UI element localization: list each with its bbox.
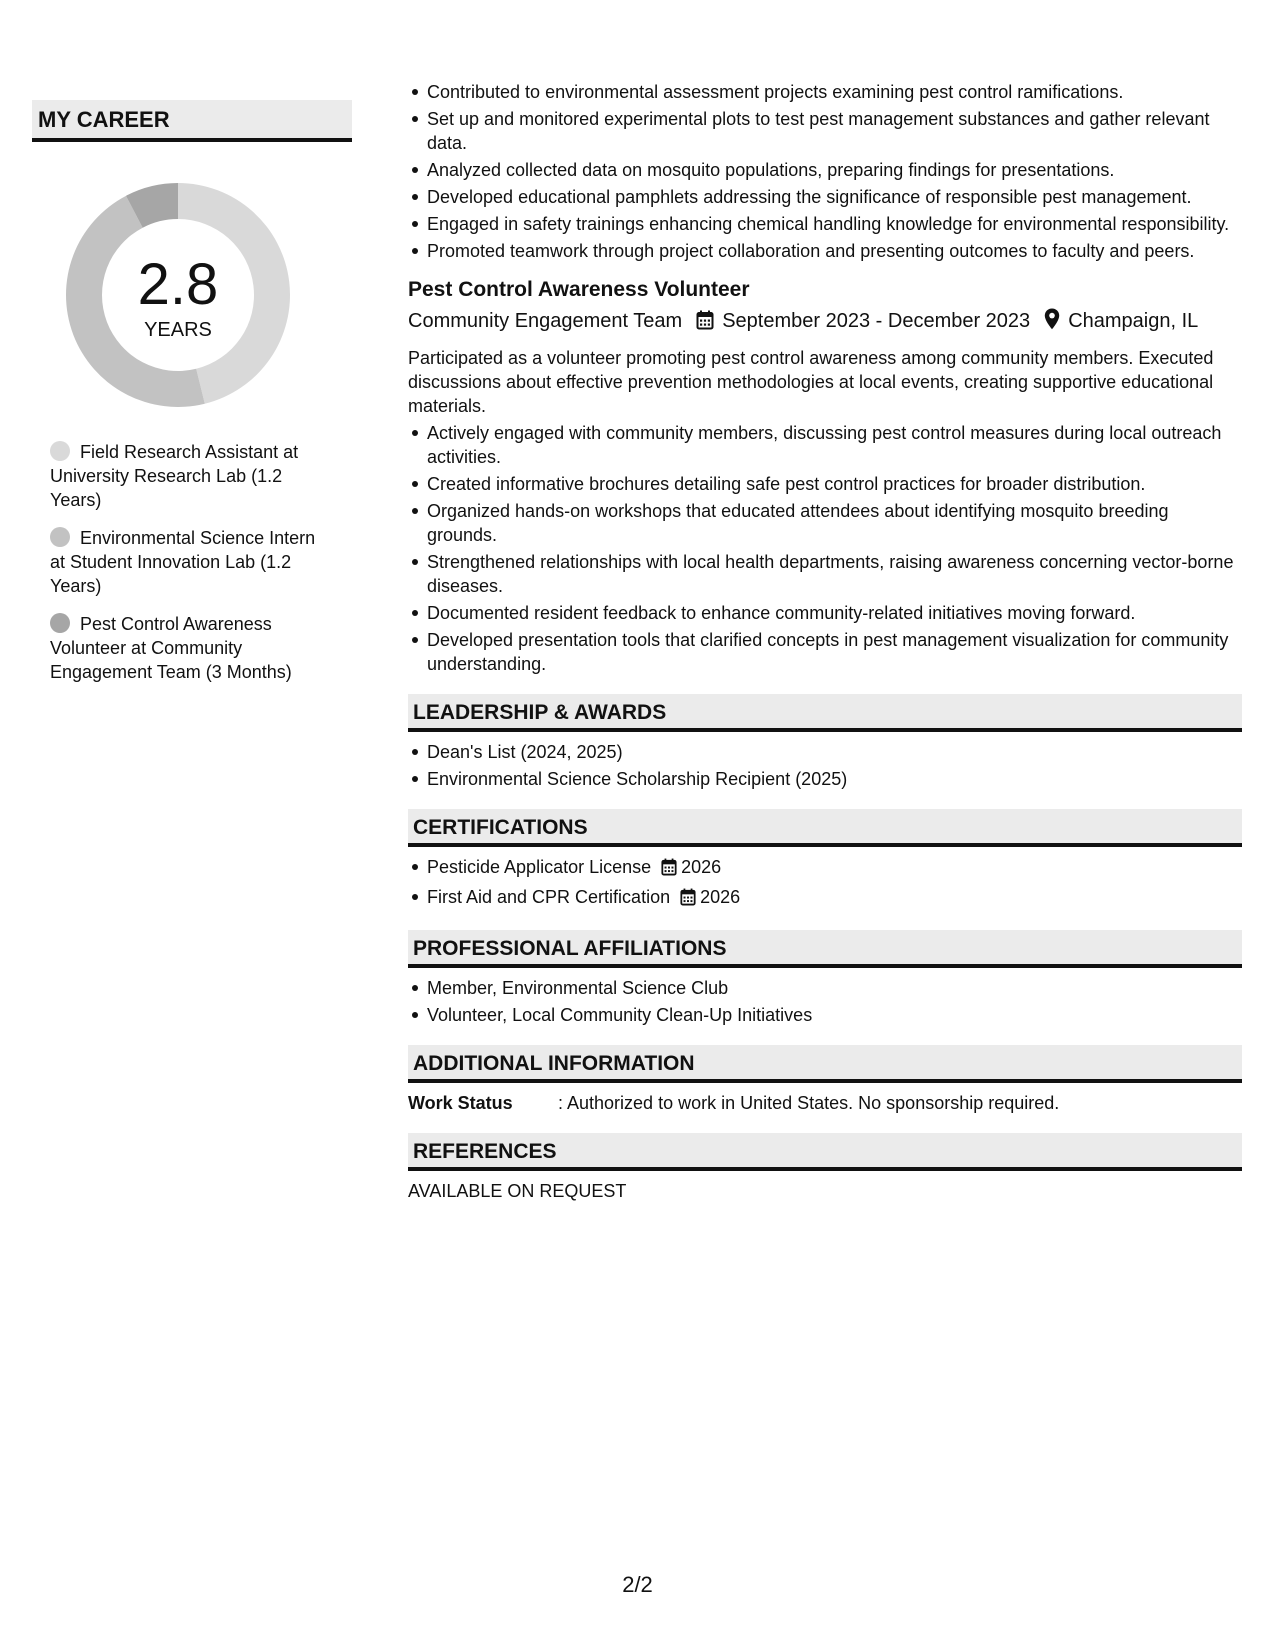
calendar-icon xyxy=(680,888,696,912)
legend-label: Field Research Assistant at University Research Lab (1.2 Years) xyxy=(50,442,299,510)
legend-label: Pest Control Awareness Volunteer at Community Engagement Team (3 Months) xyxy=(50,614,292,682)
list-item xyxy=(427,855,1242,882)
calendar-icon xyxy=(661,858,677,882)
affiliations-header: PROFESSIONAL AFFILIATIONS xyxy=(408,930,1242,968)
job-location: Champaign, IL xyxy=(1068,310,1199,332)
legend-dot xyxy=(50,613,70,633)
legend-item xyxy=(50,526,330,598)
cert-name: Pesticide Applicator License xyxy=(427,857,652,877)
leadership-header: LEADERSHIP & AWARDS xyxy=(408,694,1242,732)
legend-label: Environmental Science Intern at Student Innovation Lab (1.2 Years) xyxy=(50,528,316,596)
calendar-icon xyxy=(696,310,714,338)
list-item: Analyzed collected data on mosquito populations, preparing findings for presentations. xyxy=(427,158,1242,182)
list-item: Documented resident feedback to enhance community-related initiatives moving forward. xyxy=(427,601,1242,625)
legend-item xyxy=(50,440,330,512)
career-years-value: 2.8 xyxy=(137,252,219,317)
list-item: Contributed to environmental assessment projects examining pest control ramifications. xyxy=(427,80,1242,104)
job-bullets xyxy=(408,421,1242,676)
work-status-value: : Authorized to work in United States. No sponsorship required. xyxy=(558,1093,1060,1113)
job-dates: September 2023 - December 2023 xyxy=(722,310,1031,332)
job-meta xyxy=(408,307,1242,338)
list-item: Developed educational pamphlets addressing the significance of responsible pest management. xyxy=(427,185,1242,209)
legend-item xyxy=(50,612,330,684)
list-item: Strengthened relationships with local health departments, raising awareness concerning vector-borne diseases. xyxy=(427,550,1242,598)
list-item: Developed presentation tools that clarified concepts in pest management visualization for community understanding. xyxy=(427,628,1242,676)
list-item: Organized hands-on workshops that educated attendees about identifying mosquito breeding grounds. xyxy=(427,499,1242,547)
work-status-label: Work Status xyxy=(408,1093,513,1113)
list-item: Member, Environmental Science Club xyxy=(427,976,1242,1000)
job-description: Participated as a volunteer promoting pest control awareness among community members. Executed discussions about effective prevention methodologies at local events, creating supportive educational materials. xyxy=(408,348,1214,416)
list-item: Promoted teamwork through project collaboration and presenting outcomes to faculty and peers. xyxy=(427,239,1242,263)
job-title: Pest Control Awareness Volunteer xyxy=(408,278,750,301)
job-company: Community Engagement Team xyxy=(408,310,683,332)
career-years-unit: YEARS xyxy=(144,319,212,341)
additional-info-header: ADDITIONAL INFORMATION xyxy=(408,1045,1242,1083)
cert-year: 2026 xyxy=(681,857,722,877)
certifications-list xyxy=(408,855,1242,912)
map-pin-icon xyxy=(1044,308,1060,338)
career-donut-chart xyxy=(66,183,290,407)
list-item: Dean's List (2024, 2025) xyxy=(427,740,1242,764)
list-item: Actively engaged with community members, discussing pest control measures during local outreach activities. xyxy=(427,421,1242,469)
cert-year: 2026 xyxy=(700,887,741,907)
page-number: 2/2 xyxy=(622,1572,653,1597)
career-sidebar xyxy=(32,100,352,682)
list-item: Volunteer, Local Community Clean-Up Initiatives xyxy=(427,1003,1242,1027)
career-legend xyxy=(50,440,330,698)
list-item: Engaged in safety trainings enhancing chemical handling knowledge for environmental responsibility. xyxy=(427,212,1242,236)
legend-dot xyxy=(50,441,70,461)
list-item: Created informative brochures detailing safe pest control practices for broader distribution. xyxy=(427,472,1242,496)
donut-center xyxy=(66,183,290,407)
affiliations-list xyxy=(408,976,1242,1027)
references-header: REFERENCES xyxy=(408,1133,1242,1171)
legend-dot xyxy=(50,527,70,547)
career-header: MY CAREER xyxy=(32,100,352,142)
cert-name: First Aid and CPR Certification xyxy=(427,887,671,907)
list-item xyxy=(427,885,1242,912)
list-item: Set up and monitored experimental plots to test pest management substances and gather relevant data. xyxy=(427,107,1242,155)
references-text: AVAILABLE ON REQUEST xyxy=(408,1181,627,1201)
main-column xyxy=(408,80,1242,1203)
leadership-list xyxy=(408,740,1242,791)
previous-job-bullets xyxy=(408,80,1242,263)
list-item: Environmental Science Scholarship Recipient (2025) xyxy=(427,767,1242,791)
certifications-header: CERTIFICATIONS xyxy=(408,809,1242,847)
work-status-row xyxy=(408,1091,1242,1115)
